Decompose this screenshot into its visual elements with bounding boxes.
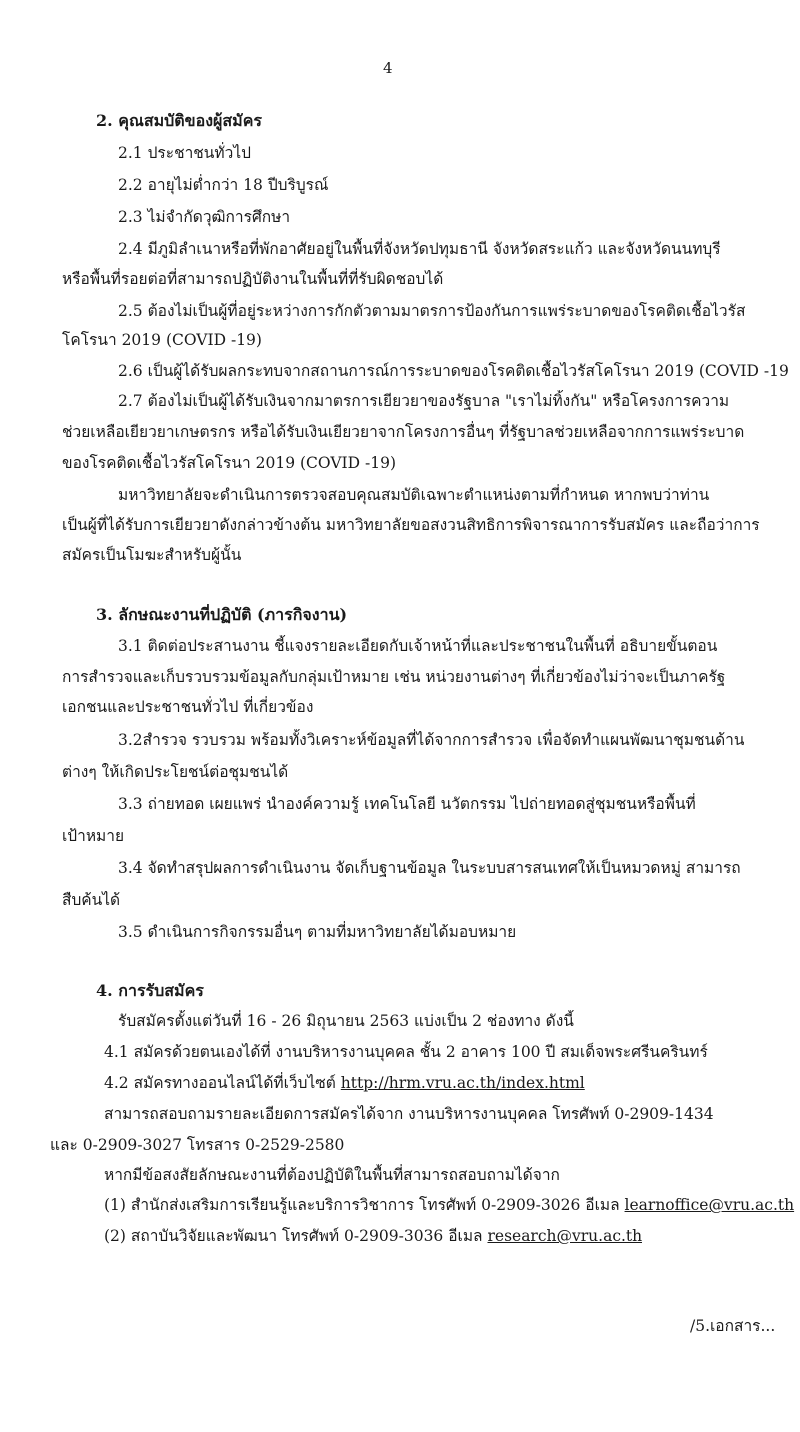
- contact-2: [104, 1225, 642, 1249]
- inquiry-line: และ 0-2909-3027 โทรสาร 0-2529-2580: [50, 1136, 345, 1154]
- page-number: 4: [383, 59, 393, 77]
- contact-1: [104, 1194, 800, 1218]
- section-2-line: 2.6 เป็นผู้ได้รับผลกระทบจากสถานการณ์การระบาดของโรคติดเชื้อไวรัสโคโรนา 2019 (COVID -19: [118, 362, 789, 380]
- contact-2-label: (2) สถาบันวิจัยและพัฒนา โทรศัพท์ 0-2909-3036 อีเมล: [104, 1227, 483, 1245]
- section-2-line: โคโรนา 2019 (COVID -19): [62, 331, 262, 349]
- walk-in-application: 4.1 สมัครด้วยตนเองได้ที่ งานบริหารงานบุคคล ชั้น 2 อาคาร 100 ปี สมเด็จพระศรีนครินทร์: [104, 1043, 708, 1061]
- application-website-link[interactable]: http://hrm.vru.ac.th/index.html: [340, 1074, 585, 1092]
- section-2-line: มหาวิทยาลัยจะดำเนินการตรวจสอบคุณสมบัติเฉพาะตำแหน่งตามที่กำหนด หากพบว่าท่าน: [118, 486, 710, 504]
- section-2-line: 2.4 มีภูมิลำเนาหรือที่พักอาศัยอยู่ในพื้นที่จังหวัดปทุมธานี จังหวัดสระแก้ว และจังหวัดนนทบุรี: [118, 240, 721, 258]
- section-2-line: 2.1 ประชาชนทั่วไป: [118, 144, 251, 162]
- application-period: รับสมัครตั้งแต่วันที่ 16 - 26 มิถุนายน 2563 แบ่งเป็น 2 ช่องทาง ดังนี้: [118, 1012, 574, 1030]
- section-2-line: เป็นผู้ที่ได้รับการเยียวยาดังกล่าวข้างต้น มหาวิทยาลัยขอสงวนสิทธิการพิจารณาการรับสมัคร และถือว่าการ: [62, 516, 760, 534]
- section-2-line: สมัครเป็นโมฆะสำหรับผู้นั้น: [62, 546, 242, 564]
- next-page-reference: /5.เอกสาร...: [690, 1317, 776, 1335]
- section-2-line: 2.7 ต้องไม่เป็นผู้ได้รับเงินจากมาตรการเยียวยาของรัฐบาล "เราไม่ทิ้งกัน" หรือโครงการความ: [118, 392, 730, 410]
- contact-1-label: (1) สำนักส่งเสริมการเรียนรู้และบริการวิชาการ โทรศัพท์ 0-2909-3026 อีเมล: [104, 1196, 620, 1214]
- section-4-heading: 4. การรับสมัคร: [96, 981, 204, 1000]
- online-application: [104, 1072, 585, 1096]
- section-2-line: ช่วยเหลือเยียวยาเกษตรกร หรือได้รับเงินเยียวยาจากโครงการอื่นๆ ที่รัฐบาลช่วยเหลือจากการแพร่ระบาด: [62, 423, 745, 441]
- online-application-label: 4.2 สมัครทางออนไลน์ได้ที่เว็บไซต์: [104, 1074, 336, 1092]
- section-3-line: 3.5 ดำเนินการกิจกรรมอื่นๆ ตามที่มหาวิทยาลัยได้มอบหมาย: [118, 923, 517, 941]
- section-3-line: เอกชนและประชาชนทั่วไป ที่เกี่ยวข้อง: [62, 698, 314, 716]
- contact-2-email-link[interactable]: research@vru.ac.th: [487, 1227, 643, 1245]
- section-2-heading: 2. คุณสมบัติของผู้สมัคร: [96, 111, 263, 130]
- section-3-line: เป้าหมาย: [62, 827, 125, 845]
- inquiry-line: สามารถสอบถามรายละเอียดการสมัครได้จาก งานบริหารงานบุคคล โทรศัพท์ 0-2909-1434: [104, 1105, 714, 1123]
- section-2-line: 2.5 ต้องไม่เป็นผู้ที่อยู่ระหว่างการกักตัวตามมาตรการป้องกันการแพร่ระบาดของโรคติดเชื้อไวรัส: [118, 302, 746, 320]
- section-3-line: 3.3 ถ่ายทอด เผยแพร่ นำองค์ความรู้ เทคโนโลยี นวัตกรรม ไปถ่ายทอดสู่ชุมชนหรือพื้นที่: [118, 795, 696, 813]
- section-3-line: 3.4 จัดทำสรุปผลการดำเนินงาน จัดเก็บฐานข้อมูล ในระบบสารสนเทศให้เป็นหมวดหมู่ สามารถ: [118, 859, 741, 877]
- section-2-line: 2.2 อายุไม่ต่ำกว่า 18 ปีบริบูรณ์: [118, 176, 329, 194]
- section-2-line: ของโรคติดเชื้อไวรัสโคโรนา 2019 (COVID -19): [62, 454, 396, 472]
- doubt-line: หากมีข้อสงสัยลักษณะงานที่ต้องปฏิบัติในพื้นที่สามารถสอบถามได้จาก: [104, 1166, 560, 1184]
- section-2-line: 2.3 ไม่จำกัดวุฒิการศึกษา: [118, 208, 291, 226]
- section-3-line: ต่างๆ ให้เกิดประโยชน์ต่อชุมชนได้: [62, 763, 289, 781]
- section-3-line: 3.2สำรวจ รวบรวม พร้อมทั้งวิเคราะห์ข้อมูลที่ได้จากการสำรวจ เพื่อจัดทำแผนพัฒนาชุมชนด้าน: [118, 731, 745, 749]
- section-3-line: 3.1 ติดต่อประสานงาน ชี้แจงรายละเอียดกับเจ้าหน้าที่และประชาชนในพื้นที่ อธิบายขั้นตอน: [118, 637, 718, 655]
- section-2-line: หรือพื้นที่รอยต่อที่สามารถปฏิบัติงานในพื้นที่ที่รับผิดชอบได้: [62, 270, 444, 288]
- section-3-line: การสำรวจและเก็บรวบรวมข้อมูลกับกลุ่มเป้าหมาย เช่น หน่วยงานต่างๆ ที่เกี่ยวข้องไม่ว่าจะเป็นภาครัฐ: [62, 668, 726, 686]
- section-3-heading: 3. ลักษณะงานที่ปฏิบัติ (ภารกิจงาน): [96, 605, 348, 624]
- contact-1-email-link[interactable]: learnoffice@vru.ac.th: [624, 1196, 795, 1214]
- section-3-line: สืบค้นได้: [62, 891, 121, 909]
